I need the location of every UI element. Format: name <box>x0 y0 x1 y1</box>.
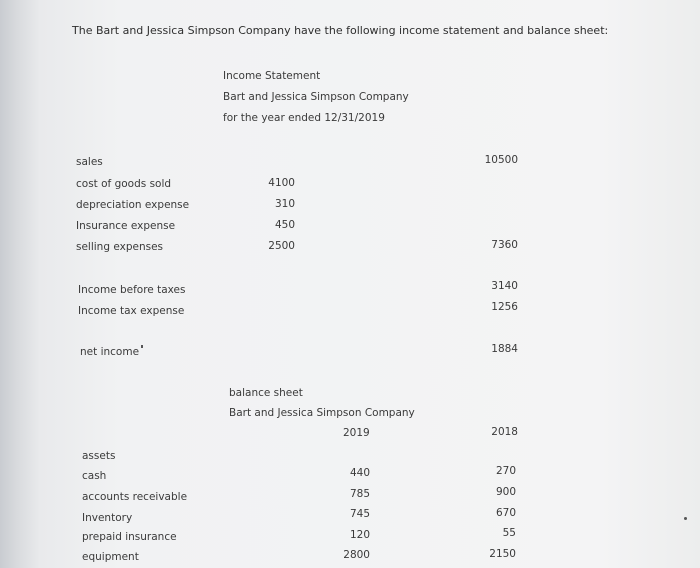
balance-sheet-title: balance sheet <box>229 387 303 399</box>
bs-inventory-2019: 745 <box>349 508 370 520</box>
value-selling: 2500 <box>268 240 295 252</box>
value-income-before-taxes: 3140 <box>491 280 518 292</box>
row-label-selling: selling expenses <box>76 241 164 253</box>
bs-label-cash: cash <box>82 470 107 482</box>
row-label-insurance: Insurance expense <box>76 220 176 232</box>
row-label-depreciation: depreciation expense <box>76 199 190 211</box>
row-label-sales: sales <box>76 156 103 168</box>
income-statement-title: Income Statement <box>223 70 321 82</box>
value-net-income: 1884 <box>491 343 518 355</box>
bs-label-inventory: Inventory <box>82 512 133 524</box>
balance-sheet-company: Bart and Jessica Simpson Company <box>229 407 415 419</box>
year-2018-header: 2018 <box>491 426 518 438</box>
row-label-cogs: cost of goods sold <box>76 178 172 190</box>
year-2019-header: 2019 <box>343 427 370 439</box>
bs-label-ar: accounts receivable <box>82 491 188 503</box>
income-statement-period: for the year ended 12/31/2019 <box>223 112 385 124</box>
value-income-tax-expense: 1256 <box>491 301 518 313</box>
bs-ar-2019: 785 <box>349 488 370 500</box>
value-insurance: 450 <box>274 219 295 231</box>
label-income-before-taxes: Income before taxes <box>78 284 186 296</box>
bs-inventory-2018: 670 <box>495 507 516 519</box>
value-depreciation: 310 <box>274 198 295 210</box>
bs-equipment-2018: 2150 <box>489 548 516 560</box>
bs-cash-2019: 440 <box>349 467 370 479</box>
bs-prepaid-2019: 120 <box>349 529 370 541</box>
bs-label-equipment: equipment <box>82 551 139 563</box>
page-heading: The Bart and Jessica Simpson Company have the following income statement and balance sheet: <box>72 24 609 37</box>
bs-cash-2018: 270 <box>495 465 516 477</box>
stray-mark <box>141 345 143 348</box>
bs-ar-2018: 900 <box>495 486 516 498</box>
bs-prepaid-2018: 55 <box>502 527 516 539</box>
value-total-expenses: 7360 <box>491 239 518 251</box>
stray-dot <box>684 517 687 520</box>
label-net-income: net income <box>80 346 140 358</box>
value-sales: 10500 <box>484 154 518 166</box>
label-income-tax-expense: Income tax expense <box>78 305 185 317</box>
income-statement-company: Bart and Jessica Simpson Company <box>223 91 409 103</box>
assets-section-label: assets <box>82 450 116 462</box>
value-cogs: 4100 <box>268 177 295 189</box>
bs-label-prepaid: prepaid insurance <box>82 531 177 543</box>
bs-equipment-2019: 2800 <box>343 549 370 561</box>
